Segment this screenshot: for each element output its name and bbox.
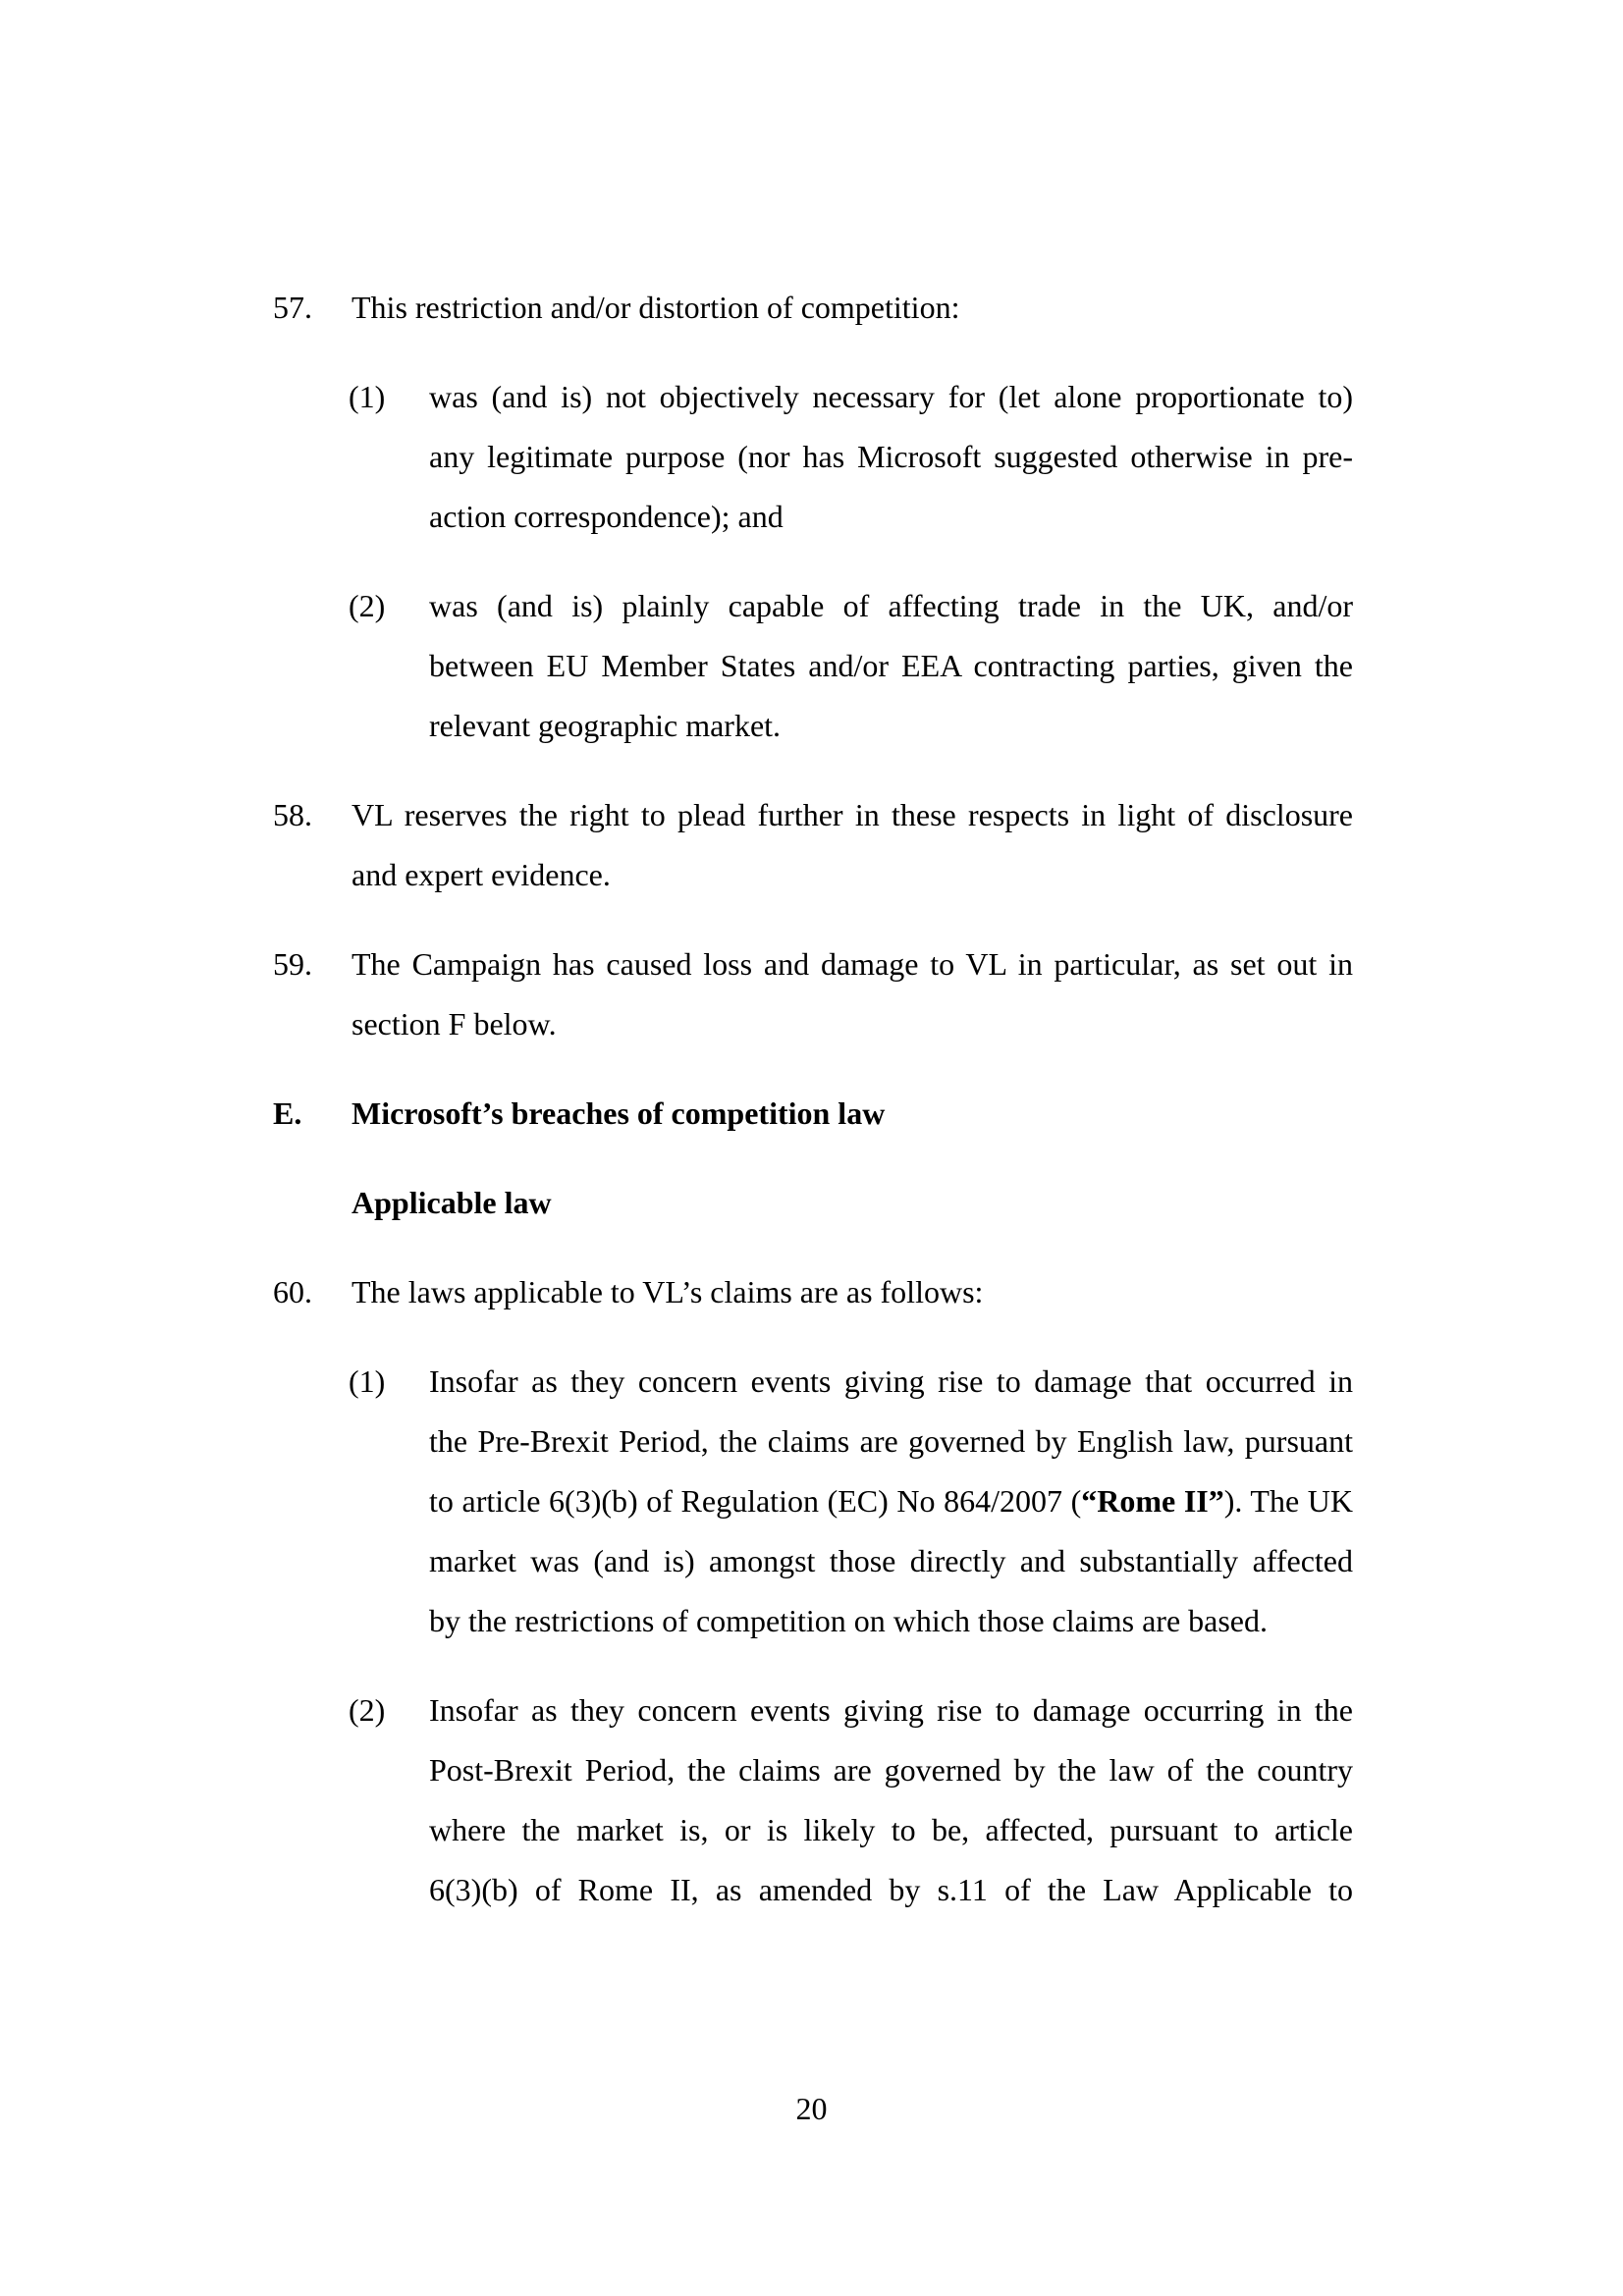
paragraph-58 xyxy=(273,785,1353,905)
section-heading-text xyxy=(352,1084,1353,1144)
subheading-applicable-law xyxy=(273,1173,1353,1233)
paragraph-60-item-1 xyxy=(273,1352,1353,1651)
text-segment: ). The UK xyxy=(1223,1483,1354,1519)
paragraph-57-item-1 xyxy=(273,367,1353,547)
text-line: was (and is) plainly capable of affecting trade in the UK, and/or xyxy=(429,588,1353,623)
text-line: the Pre-Brexit Period, the claims are governed by English law, pursuant xyxy=(429,1423,1353,1459)
text-line xyxy=(429,1471,1353,1531)
text-line: This restriction and/or distortion of competition: xyxy=(352,290,960,325)
item-body xyxy=(429,1352,1353,1651)
paragraph-number: 60. xyxy=(273,1274,312,1309)
text-line: any legitimate purpose (nor has Microsoft suggested otherwise in pre- xyxy=(429,439,1353,474)
text-line: VL reserves the right to plead further in these respects in light of disclosure xyxy=(352,797,1353,832)
text-line: The laws applicable to VL’s claims are as follows: xyxy=(352,1274,984,1309)
paragraph-57 xyxy=(273,278,1353,338)
text-line: between EU Member States and/or EEA contracting parties, given the xyxy=(429,648,1353,683)
section-letter: E. xyxy=(273,1095,302,1131)
item-body xyxy=(429,367,1353,547)
text-line: and expert evidence. xyxy=(352,857,611,892)
text-line: was (and is) not objectively necessary for (let alone proportionate to) xyxy=(429,379,1353,414)
item-number: (2) xyxy=(349,1692,386,1728)
text-line: Insofar as they concern events giving rise to damage occurring in the xyxy=(429,1692,1353,1728)
text-segment: to article 6(3)(b) of Regulation (EC) No 864/2007 ( xyxy=(429,1483,1082,1519)
paragraph-57-item-2 xyxy=(273,576,1353,756)
paragraph-body xyxy=(352,785,1353,905)
subheading-text xyxy=(352,1173,1353,1233)
text-line: 6(3)(b) of Rome II, as amended by s.11 of the Law Applicable to xyxy=(429,1872,1353,1907)
paragraph-body xyxy=(352,278,1353,338)
text-line: Applicable law xyxy=(352,1185,552,1220)
text-line: Microsoft’s breaches of competition law xyxy=(352,1095,886,1131)
section-heading-e xyxy=(273,1084,1353,1144)
text-line: market was (and is) amongst those directly and substantially affected xyxy=(429,1543,1353,1578)
text-line: Insofar as they concern events giving rise to damage that occurred in xyxy=(429,1363,1353,1399)
item-number: (1) xyxy=(349,1363,386,1399)
paragraph-60 xyxy=(273,1262,1353,1322)
text-line: Post-Brexit Period, the claims are governed by the law of the country xyxy=(429,1752,1353,1788)
paragraph-59 xyxy=(273,934,1353,1054)
item-number: (2) xyxy=(349,588,386,623)
text-line: The Campaign has caused loss and damage to VL in particular, as set out in xyxy=(352,946,1353,982)
item-body xyxy=(429,576,1353,756)
paragraph-number: 58. xyxy=(273,797,312,832)
text-line: section F below. xyxy=(352,1006,557,1041)
text-line: by the restrictions of competition on which those claims are based. xyxy=(429,1603,1268,1638)
paragraph-number: 57. xyxy=(273,290,312,325)
text-line: action correspondence); and xyxy=(429,499,784,534)
page-number: 20 xyxy=(795,2091,828,2126)
item-body xyxy=(429,1681,1353,1920)
text-line: where the market is, or is likely to be, affected, pursuant to article xyxy=(429,1812,1353,1847)
paragraph-body xyxy=(352,934,1353,1054)
item-number: (1) xyxy=(349,379,386,414)
paragraph-60-item-2 xyxy=(273,1681,1353,1920)
paragraph-body xyxy=(352,1262,1353,1322)
paragraph-number: 59. xyxy=(273,946,312,982)
bold-text: “Rome II” xyxy=(1081,1483,1224,1519)
text-line: relevant geographic market. xyxy=(429,708,782,743)
